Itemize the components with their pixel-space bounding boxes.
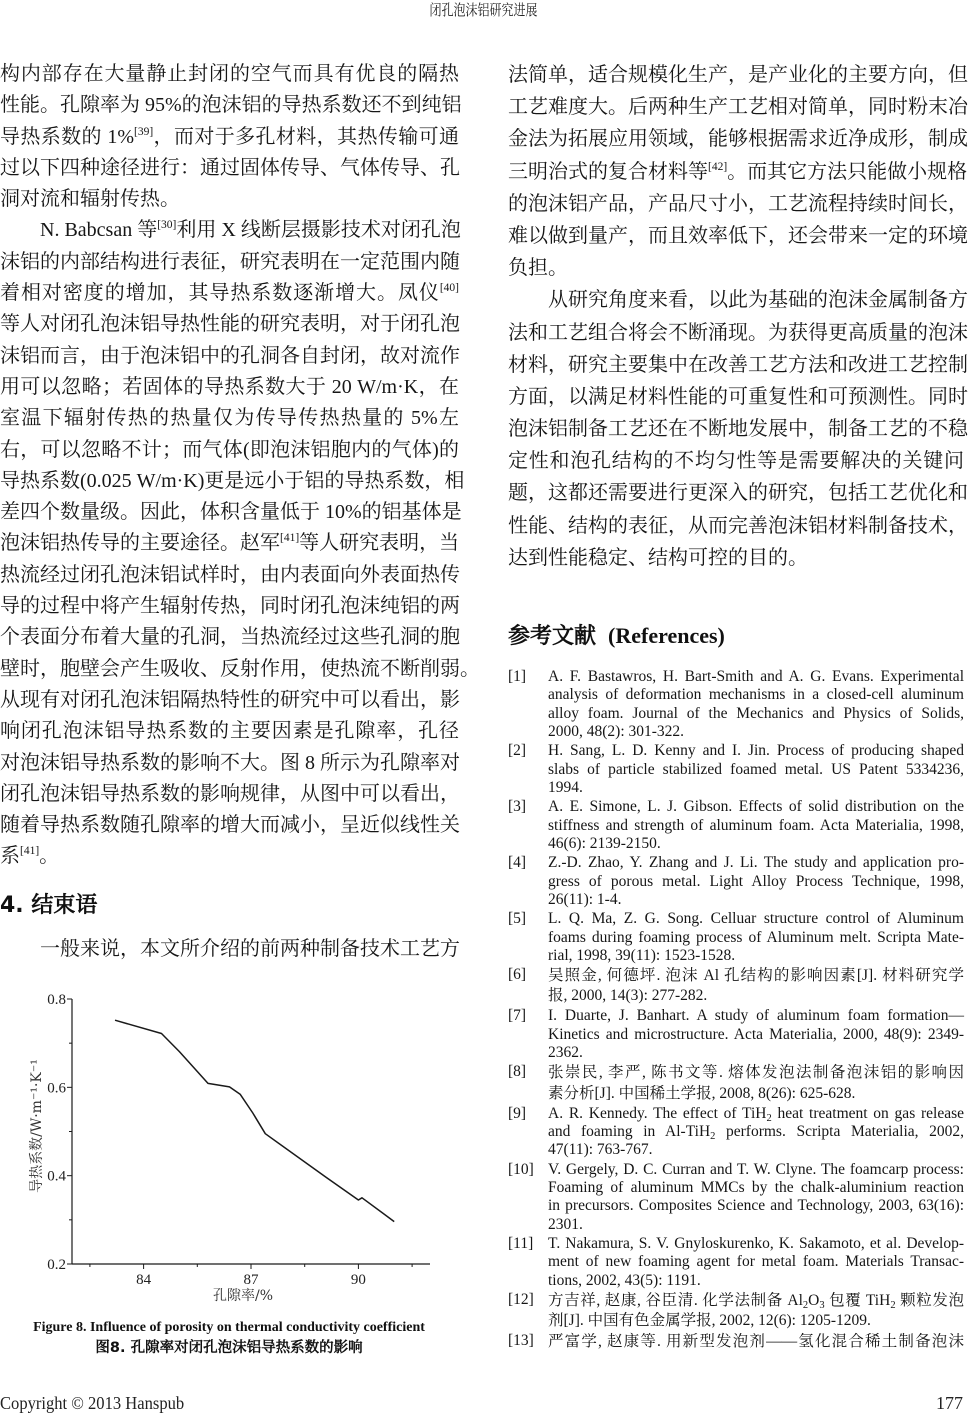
reference-line xyxy=(548,1044,964,1062)
text-line xyxy=(0,748,459,779)
reference-item xyxy=(508,1105,964,1160)
text-line xyxy=(508,59,968,91)
page-number: 177 xyxy=(936,1393,963,1413)
right-column xyxy=(508,59,968,574)
text-line xyxy=(0,622,459,653)
text-line xyxy=(0,591,459,622)
reference-line xyxy=(548,910,964,928)
text-run: 剂[J]. 中国有色金属学报, 2002, 12(6): 1205-1209. xyxy=(548,1312,871,1330)
text-run: 材料，研究主要集中在改善工艺方法和改进工艺控制 xyxy=(508,353,968,376)
text-run: 包覆 TiH xyxy=(824,1291,891,1309)
series-line xyxy=(115,1020,394,1221)
reference-number: [3] xyxy=(508,798,527,816)
reference-item xyxy=(508,798,964,853)
body-paragraph xyxy=(0,59,462,215)
text-line xyxy=(0,90,462,121)
reference-number: [12] xyxy=(508,1290,534,1308)
text-line xyxy=(0,685,459,716)
text-run: analysis of deformation mechanisms in a closed-cell aluminum xyxy=(548,686,964,704)
text-run: 洞对流和辐射传热。 xyxy=(0,188,180,211)
body-paragraph xyxy=(0,934,459,965)
subscript: 2 xyxy=(766,1112,772,1124)
text-run: stiffness and strength of aluminum foam. Acta Materialia, 1998, xyxy=(548,816,964,834)
reference-line xyxy=(548,723,964,741)
text-run: Foaming of aluminum MMCs by the chalk-aluminium reaction xyxy=(548,1178,964,1196)
reference-item xyxy=(508,668,964,742)
text-run: 室温下辐射传热的热量仅为传导传热热量的 5%左 xyxy=(0,407,459,430)
text-run: tions, 2002, 43(5): 1191. xyxy=(548,1271,701,1289)
reference-line xyxy=(548,986,964,1006)
reference-line xyxy=(548,891,964,909)
reference-line xyxy=(548,686,964,704)
text-line xyxy=(508,510,968,542)
text-line xyxy=(508,477,968,509)
reference-line xyxy=(548,1141,964,1159)
text-run: 严富学, 赵康等. 用新型发泡剂——氢化混合稀土制备泡沫 xyxy=(548,1333,964,1351)
x-axis-title: 孔隙率/% xyxy=(212,1288,274,1304)
text-line xyxy=(508,542,964,574)
reference-line xyxy=(548,1253,964,1271)
text-line xyxy=(0,215,459,246)
text-line xyxy=(0,59,459,90)
text-run: 泡沫铝热传导的主要途径。赵军 xyxy=(0,532,280,555)
left-column-section-text xyxy=(0,934,459,965)
reference-item xyxy=(508,1235,964,1290)
reference-line xyxy=(548,1063,964,1083)
references-heading-chinese: 参考文献 xyxy=(508,624,597,649)
thermal-conductivity-chart xyxy=(0,975,470,1310)
reference-line xyxy=(548,1161,964,1179)
text-run: 难以做到量产，而且效率低下，还会带来一定的环境 xyxy=(508,224,968,247)
reference-line xyxy=(548,1272,964,1290)
text-line xyxy=(508,349,968,381)
text-run: 导热系数(0.025 W/m·K)更是远小于铝的导热系数，相 xyxy=(0,469,465,492)
text-run: 热流经过闭孔泡沫铝试样时，由内表面向外表面热传 xyxy=(0,563,460,586)
text-line xyxy=(0,184,459,215)
reference-line xyxy=(548,835,964,853)
text-line xyxy=(0,122,459,153)
text-line xyxy=(508,381,968,413)
reference-item xyxy=(508,854,964,909)
text-run: L. Q. Ma, Z. G. Song. Celluar structure control of Aluminum xyxy=(548,910,964,928)
reference-line xyxy=(548,817,964,835)
text-line xyxy=(0,435,459,466)
text-line xyxy=(508,123,968,155)
text-run: 导的过程中将产生辐射传热，同时闭孔泡沫纯铝的两 xyxy=(0,595,460,618)
reference-line xyxy=(548,1007,964,1025)
text-run: 达到性能稳定、结构可控的目的。 xyxy=(508,546,808,569)
text-line xyxy=(508,188,968,220)
text-run: ment of new foaming agent for metal foam. Materials Transac- xyxy=(548,1253,964,1271)
reference-line xyxy=(548,929,964,947)
text-line xyxy=(0,247,459,278)
text-line xyxy=(0,841,459,872)
reference-item xyxy=(508,1332,964,1352)
reference-line xyxy=(548,873,964,891)
subscript: 2 xyxy=(710,1130,716,1142)
running-title: 闭孔泡沫铝研究进展 xyxy=(429,3,538,19)
x-tick-label: 84 xyxy=(136,1272,152,1288)
y-tick-label: 0.4 xyxy=(47,1168,66,1185)
text-run: 2301. xyxy=(548,1215,583,1233)
text-run: 个表面分布着大量的孔洞，当热流经过这些孔洞的胞 xyxy=(0,626,460,649)
running-header xyxy=(0,2,968,20)
reference-line xyxy=(548,1084,964,1104)
reference-number: [4] xyxy=(508,854,527,872)
text-run: 吴照金, 何德坪. 泡沫 Al 孔结构的影响因素[J]. 材料研究学 xyxy=(548,967,964,985)
text-run: 壁时，胞壁会产生吸收、反射作用，使热流不断削弱。 xyxy=(0,657,480,680)
text-run: 沫铝而言，由于泡沫铝中的孔洞各自封闭，故对流作 xyxy=(0,344,460,367)
text-run: gress of porous metal. Light Alloy Process Technique, 1998, xyxy=(548,872,964,890)
reference-number: [5] xyxy=(508,910,527,928)
text-run: H. Sang, L. D. Kenny and I. Jin. Process of producing shaped xyxy=(548,742,964,760)
text-line xyxy=(0,528,459,559)
text-run: 46(6): 2139-2150. xyxy=(548,835,661,853)
text-line xyxy=(508,156,968,188)
text-line xyxy=(0,654,480,685)
subscript: 2 xyxy=(890,1299,896,1311)
reference-line xyxy=(548,798,964,816)
left-column xyxy=(0,59,480,873)
text-run: 从研究角度来看，以此为基础的泡沫金属制备方 xyxy=(548,289,968,312)
reference-number: [1] xyxy=(508,668,527,685)
body-paragraph xyxy=(508,59,968,284)
body-paragraph xyxy=(0,215,480,872)
text-run: 性能、结构的表征，从而完善泡沫铝材料制备技术， xyxy=(508,514,968,537)
citation-superscript: [39] xyxy=(134,125,154,138)
text-run: 右，可以忽略不计；而气体(即泡沫铝胞内的气体)的 xyxy=(0,438,459,461)
text-run: 导热系数的 1% xyxy=(0,125,134,148)
reference-line xyxy=(548,966,964,986)
reference-line xyxy=(548,705,964,723)
reference-number: [9] xyxy=(508,1104,527,1122)
text-run: 。而其它方法只能做小规格 xyxy=(727,160,968,183)
text-run: 法和工艺组合将会不断涌现。为获得更高质量的泡沫 xyxy=(508,321,968,344)
reference-item xyxy=(508,1063,964,1103)
text-run: 47(11): 763-767. xyxy=(548,1141,653,1159)
text-line xyxy=(0,372,459,403)
text-run: 等人对闭孔泡沫铝导热性能的研究表明，对于闭孔泡 xyxy=(0,313,460,336)
reference-line xyxy=(548,742,964,760)
text-run: 沫铝的内部结构进行表征，研究表明在一定范围内随 xyxy=(0,250,460,273)
reference-line xyxy=(548,854,964,872)
text-line xyxy=(0,153,459,184)
text-line xyxy=(0,716,459,747)
text-run: 对泡沫铝导热系数的影响不大。图 8 所示为孔隙率对 xyxy=(0,751,460,774)
text-line xyxy=(0,309,459,340)
text-run: 金法为拓展应用领域，能够根据需求近净成形，制成 xyxy=(508,128,968,151)
text-run: 随着导热系数随孔隙率的增大而减小，呈近似线性关 xyxy=(0,814,460,837)
citation-superscript: [30] xyxy=(157,219,177,232)
text-run: 。 xyxy=(39,845,60,868)
text-run: N. Babcsan 等 xyxy=(40,219,158,242)
text-line xyxy=(508,91,968,123)
text-line xyxy=(0,403,459,434)
reference-number: [13] xyxy=(508,1332,534,1350)
citation-superscript: [41] xyxy=(20,845,40,858)
references-heading xyxy=(508,621,725,652)
text-line xyxy=(508,284,968,316)
reference-line xyxy=(548,1332,964,1352)
text-run: 方吉祥, 赵康, 谷臣清. 化学法制备 Al xyxy=(548,1291,803,1309)
text-run: 负担。 xyxy=(508,257,568,280)
text-run: Z.-D. Zhao, Y. Zhang and J. Li. The study and application pro- xyxy=(548,854,964,872)
reference-item xyxy=(508,966,964,1006)
reference-number: [8] xyxy=(508,1063,527,1081)
citation-superscript: [41] xyxy=(280,532,300,545)
text-line xyxy=(508,445,964,477)
text-run: 方面，以满足材料性能的可重复性和可预测性。同时 xyxy=(508,385,968,408)
section-heading-conclusion: 4. 结束语 xyxy=(0,893,98,918)
text-run: slabs of particle stabilized foamed metal. US Patent 5334236, xyxy=(548,760,964,778)
copyright-notice: Copyright © 2013 Hanspub xyxy=(0,1393,185,1413)
reference-number: [11] xyxy=(508,1234,534,1252)
text-run: A. F. Bastawros, H. Bart-Smith and A. G. Evans. Experimental xyxy=(548,668,964,685)
text-run: 1994. xyxy=(548,779,583,797)
text-run: 题，这都还需要进行更深入的研究，包括工艺优化和 xyxy=(508,482,968,505)
figure-caption-english: Figure 8. Influence of porosity on thermal conductivity coefficient xyxy=(33,1320,425,1335)
text-line xyxy=(0,934,459,965)
text-run: 闭孔泡沫铝导热系数的影响规律，从图中可以看出， xyxy=(0,782,460,805)
text-run: 泡沫铝制备工艺还在不断地发展中，制备工艺的不稳 xyxy=(508,418,968,441)
reference-line xyxy=(548,1123,964,1141)
reference-line xyxy=(548,1105,964,1123)
reference-line xyxy=(548,1216,964,1234)
text-run: A. E. Simone, L. J. Gibson. Effects of solid distribution on the xyxy=(548,798,964,816)
text-line xyxy=(508,413,968,445)
reference-number: [6] xyxy=(508,966,527,984)
text-line xyxy=(0,497,462,528)
reference-line xyxy=(548,1026,964,1044)
text-line xyxy=(0,560,459,591)
text-run: in precursors. Composites Science and Technology, 2003, 63(16): xyxy=(548,1197,964,1215)
body-paragraph xyxy=(508,284,968,574)
text-run: 报, 2000, 14(3): 277-282. xyxy=(548,987,708,1005)
text-run: 颗粒发泡 xyxy=(895,1291,964,1309)
reference-item xyxy=(508,1007,964,1062)
x-tick-label: 90 xyxy=(350,1272,366,1288)
figure-caption-chinese: 图8. 孔隙率对闭孔泡沫铝导热系数的影响 xyxy=(95,1340,363,1356)
text-run: 的泡沫铝产品，产品尺寸小，工艺流程持续时间长， xyxy=(508,192,968,215)
citation-superscript: [42] xyxy=(708,160,728,173)
text-line xyxy=(0,810,459,841)
text-line xyxy=(508,252,964,284)
text-run: 等人研究表明，当 xyxy=(299,532,460,555)
text-line xyxy=(508,317,968,349)
text-run: 2000, 48(2): 301-322. xyxy=(548,723,685,741)
text-run: Kinetics and microstructure. Acta Materialia, 2000, 48(9): 2349- xyxy=(548,1025,964,1043)
text-run: 用可以忽略；若固体的导热系数大于 20 W/m·K，在 xyxy=(0,375,459,398)
text-run: V. Gergely, D. C. Curran and T. W. Clyne. The foamcarp process: xyxy=(548,1160,964,1178)
reference-line xyxy=(548,947,964,965)
text-run: O xyxy=(808,1291,820,1309)
text-run: 定性和泡孔结构的不均匀性等是需要解决的关键问 xyxy=(508,450,964,473)
text-run: 差四个数量级。因此，体积含量低于 10%的铝基体是 xyxy=(0,501,462,524)
reference-list xyxy=(508,668,964,1353)
subscript: 3 xyxy=(819,1299,825,1311)
y-tick-label: 0.8 xyxy=(47,992,66,1008)
text-line xyxy=(0,779,459,810)
text-run: 法简单，适合规模化生产，是产业化的主要方向，但 xyxy=(508,64,968,86)
text-run: 构内部存在大量静止封闭的空气而具有优良的隔热 xyxy=(0,63,459,85)
reference-number: [2] xyxy=(508,742,527,760)
text-run: 着相对密度的增加，其导热系数逐渐增大。凤仪 xyxy=(0,282,440,305)
text-run: performs. Scripta Materialia, 2002, xyxy=(715,1122,965,1140)
text-run: 张崇民, 李严, 陈书文等. 熔体发泡法制备泡沫铝的影响因 xyxy=(548,1064,964,1082)
text-run: 利用 X 线断层摄影技术对闭孔泡 xyxy=(176,219,461,242)
references-heading-english: (References) xyxy=(608,623,725,648)
x-tick-label: 87 xyxy=(243,1272,259,1288)
reference-item xyxy=(508,1161,964,1235)
text-run: T. Nakamura, S. V. Gnyloskurenko, K. Sakamoto, et al. Develop- xyxy=(548,1234,964,1252)
text-run: foams during foaming process of Aluminum melt. Scripta Mate- xyxy=(548,928,964,946)
reference-line xyxy=(548,1291,964,1311)
text-run: ，而对于多孔材料，其热传输可通 xyxy=(153,125,459,148)
text-line xyxy=(0,278,459,309)
citation-superscript: [40] xyxy=(439,282,459,295)
text-run: 响闭孔泡沫铝导热系数的主要因素是孔隙率，孔径 xyxy=(0,720,459,743)
reference-line xyxy=(548,668,964,686)
text-run: 过以下四种途径进行：通过固体传导、气体传导、孔 xyxy=(0,156,460,179)
y-tick-label: 0.2 xyxy=(47,1257,66,1273)
y-tick-label: 0.6 xyxy=(47,1080,66,1097)
text-run: rial, 1998, 39(11): 1523-1528. xyxy=(548,947,736,965)
y-axis-title: 导热系数/W·m⁻¹·K⁻¹ xyxy=(29,1059,45,1193)
text-run: 2362. xyxy=(548,1044,583,1062)
reference-line xyxy=(548,1311,964,1331)
text-run: 一般来说，本文所介绍的前两种制备技术工艺方 xyxy=(40,938,460,960)
text-run: 26(11): 1-4. xyxy=(548,891,622,909)
subscript: 2 xyxy=(802,1299,809,1311)
text-run: A. R. Kennedy. The effect of TiH xyxy=(548,1104,767,1122)
reference-number: [7] xyxy=(508,1007,527,1025)
text-line xyxy=(0,341,459,372)
reference-line xyxy=(548,779,964,797)
text-run: alloy foam. Journal of the Mechanics and Physics of Solids, xyxy=(548,704,964,722)
reference-number: [10] xyxy=(508,1160,534,1178)
text-run: 素分析[J]. 中国稀土学报, 2008, 8(26): 625-628. xyxy=(548,1084,856,1102)
text-run: heat treatment on gas release xyxy=(771,1104,964,1122)
reference-line xyxy=(548,1197,964,1215)
text-line xyxy=(508,220,968,252)
text-run: 工艺难度大。后两种生产工艺相对简单，同时粉末冶 xyxy=(508,96,968,119)
text-run: 系 xyxy=(0,845,20,868)
text-run: 性能。孔隙率为 95%的泡沫铝的导热系数还不到纯铝 xyxy=(0,94,462,117)
reference-item xyxy=(508,742,964,797)
reference-item xyxy=(508,1291,964,1331)
text-run: I. Duarte, J. Banhart. A study of aluminum foam formation— xyxy=(548,1007,964,1025)
reference-line xyxy=(548,1235,964,1253)
text-run: 从现有对闭孔泡沫铝隔热特性的研究中可以看出，影 xyxy=(0,688,460,711)
text-run: 三明治式的复合材料等 xyxy=(508,160,708,183)
reference-line xyxy=(548,1179,964,1197)
text-line xyxy=(0,466,465,497)
reference-line xyxy=(548,761,964,779)
text-run: and foaming in Al-TiH xyxy=(548,1122,711,1140)
reference-item xyxy=(508,910,964,965)
